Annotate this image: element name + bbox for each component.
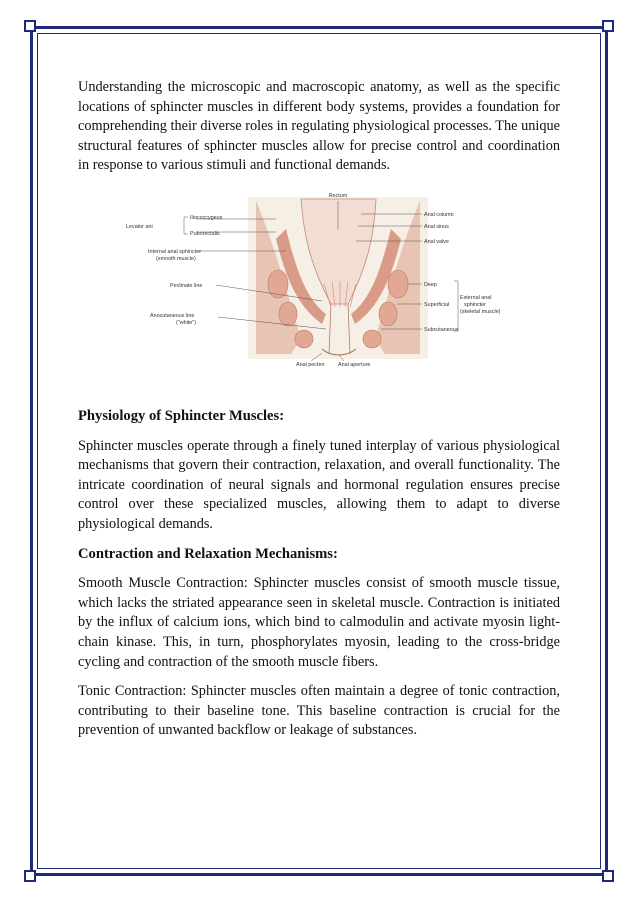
heading-physiology: Physiology of Sphincter Muscles: (78, 407, 285, 424)
label-pectinate-line: Pectinate line (170, 282, 203, 289)
label-superficial: Superficial (424, 301, 450, 308)
right-deep-sphincter (388, 270, 408, 298)
physiology-paragraph: Sphincter muscles operate through a finely tuned interplay of various physiological mechanisms that govern their contraction, relaxation, and overall functionality. The intricate coordination of neural signals and hormonal regulation ensures precise control over these specialized muscles, allowing them to adapt to diverse physiological demands. (78, 437, 560, 532)
label-iliococcygeus: Iliococcygeus (190, 214, 223, 221)
label-external-anal: External anal (460, 294, 492, 301)
label-subcutaneous: Subcutaneous (424, 326, 459, 333)
corner-ornament-top-right (602, 20, 614, 32)
right-superficial-sphincter (379, 302, 397, 326)
label-white: ("white") (176, 319, 197, 326)
label-sphincter: sphincter (464, 301, 486, 308)
left-superficial-sphincter (279, 302, 297, 326)
left-subcutaneous-sphincter (295, 330, 313, 348)
label-anal-sinus: Anal sinus (424, 223, 449, 230)
label-anal-pecten: Anal pecten (296, 361, 325, 368)
heading-contraction-relaxation: Contraction and Relaxation Mechanisms: (78, 545, 338, 562)
right-subcutaneous-sphincter (363, 330, 381, 348)
tonic-contraction-paragraph: Tonic Contraction: Sphincter muscles often maintain a degree of tonic contraction, contributing to their baseline tone. This baseline contraction is crucial for the prevention of unwanted backflow or leakage of substances. (78, 683, 560, 739)
label-levator-ani: Levator ani (126, 223, 153, 230)
page-content (78, 78, 560, 741)
label-anal-valve: Anal valve (424, 238, 449, 245)
corner-ornament-bottom-left (24, 870, 36, 882)
intro-paragraph: Understanding the microscopic and macroscopic anatomy, as well as the specific locations of sphincter muscles in different body systems, provides a foundation for comprehending their diverse roles in regulating physiological processes. The unique structural features of sphincter muscles allow for precise control and coordination in response to various stimuli and functional demands. (78, 79, 560, 174)
label-puborectalis: Puborectalis (190, 230, 220, 237)
label-anal-aperture: Anal aperture (338, 361, 371, 368)
label-rectum: Rectum (328, 192, 348, 199)
anatomy-diagram (126, 189, 501, 368)
label-internal-anal-sphincter: Internal anal sphincter (148, 248, 202, 255)
label-deep: Deep (424, 281, 437, 288)
anal-canal-anatomy-figure (126, 189, 501, 368)
left-deep-sphincter (268, 270, 288, 298)
label-smooth-muscle: (smooth muscle) (156, 255, 196, 262)
corner-ornament-bottom-right (602, 870, 614, 882)
smooth-muscle-paragraph: Smooth Muscle Contraction: Sphincter muscles consist of smooth muscle tissue, which lacks the striated appearance seen in skeletal muscle. Contraction is initiated by the influx of calcium ions, which bind to calmodulin and activate myosin light-chain kinase. This, in turn, phosphorylates myosin, leading to the cross-bridge cycling and contraction of the smooth muscle fibers. (78, 575, 560, 670)
label-anal-column: Anal column (424, 211, 454, 218)
label-skeletal-muscle: (skeletal muscle) (460, 308, 501, 315)
label-anocutaneous-line: Anocutaneous line (150, 312, 195, 319)
corner-ornament-top-left (24, 20, 36, 32)
